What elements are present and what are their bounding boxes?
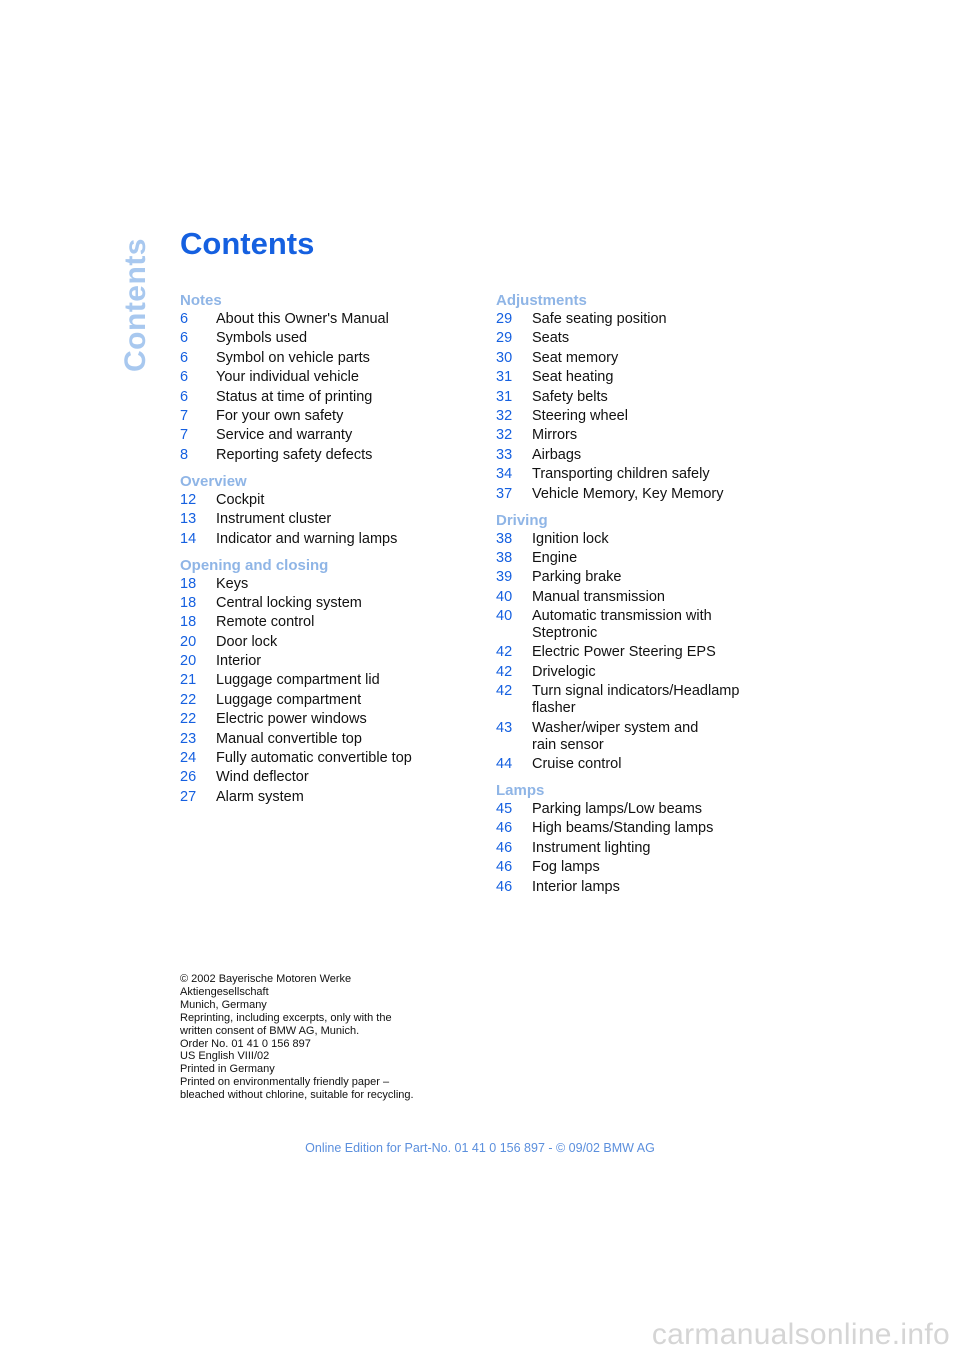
toc-entry-title: Symbols used (216, 330, 308, 347)
toc-entry-title: Ignition lock (532, 530, 609, 547)
toc-entry-title: Indicator and warning lamps (216, 530, 398, 547)
toc-entry-page: 40 (496, 588, 513, 605)
toc-entry-title: Airbags (532, 446, 582, 463)
toc-entry-title: Manual transmission (532, 588, 665, 605)
toc-entry-page: 21 (180, 672, 197, 689)
toc-entry[interactable] (496, 389, 766, 406)
toc-column-right (496, 291, 766, 904)
toc-entry[interactable] (496, 879, 766, 896)
toc-entry-page: 22 (180, 711, 197, 728)
toc-entry-page: 46 (496, 839, 513, 856)
toc-entry[interactable] (496, 801, 766, 818)
toc-entry-page: 34 (496, 466, 513, 483)
toc-entry-page: 6 (180, 349, 189, 366)
page-title: Contents (180, 226, 315, 261)
toc-section (496, 291, 766, 503)
toc-entry-title: Vehicle Memory, Key Memory (532, 485, 724, 502)
toc-entry-title: Cruise control (532, 756, 622, 773)
side-tab-label: Contents (119, 238, 152, 372)
toc-entry[interactable] (180, 731, 470, 748)
toc-entry-title: Washer/wiper system and rain sensor (532, 719, 699, 753)
toc-entry[interactable] (496, 486, 766, 503)
toc-entry-page: 26 (180, 769, 197, 786)
toc-entry[interactable] (180, 389, 470, 406)
toc-section (180, 556, 470, 806)
toc-entry-title: Luggage compartment lid (216, 672, 380, 689)
toc-entry-title: Safety belts (532, 388, 608, 405)
toc-entry-title: Safe seating position (532, 311, 667, 327)
toc-entry-title: Symbol on vehicle parts (216, 349, 370, 366)
toc-entry-page: 6 (180, 311, 189, 327)
toc-section (180, 291, 470, 464)
toc-entry[interactable] (496, 756, 766, 773)
toc-entry[interactable] (496, 550, 766, 567)
side-tab (120, 228, 152, 372)
toc-entry-page: 27 (180, 788, 197, 805)
toc-entry-title: Remote control (216, 614, 315, 631)
toc-entry-page: 20 (180, 633, 197, 650)
toc-entry-title: Fully automatic convertible top (216, 750, 412, 767)
toc-entry-title: Status at time of printing (216, 388, 373, 405)
toc-entry[interactable] (496, 820, 766, 837)
toc-entry[interactable] (496, 683, 766, 717)
toc-entry-page: 20 (180, 653, 197, 670)
toc-entry-page: 31 (496, 369, 513, 386)
imprint (180, 973, 480, 1102)
toc-entry-page: 42 (496, 683, 513, 700)
toc-entry-page: 30 (496, 349, 513, 366)
section-heading: Adjustments (496, 292, 587, 309)
toc-entry[interactable] (180, 789, 470, 806)
watermark: carmanualsonline.info (651, 1318, 950, 1351)
toc-entry-page: 22 (180, 691, 197, 708)
toc-entry[interactable] (180, 672, 470, 689)
toc-entry[interactable] (180, 750, 470, 767)
toc-entry-title: Alarm system (216, 788, 304, 805)
toc-entry-title: Seat heating (532, 369, 614, 386)
toc-entry-title: Luggage compartment (216, 691, 362, 708)
toc-entry-title: Seats (532, 330, 570, 347)
toc-entry[interactable] (496, 608, 766, 642)
toc-entry[interactable] (496, 531, 766, 548)
toc-entry-page: 38 (496, 549, 513, 566)
imprint-line: bleached without chlorine, suitable for recycling. (180, 1089, 414, 1102)
toc-entry-title: Wind deflector (216, 769, 309, 786)
toc-entry-title: Your individual vehicle (216, 369, 359, 386)
imprint-line: Order No. 01 41 0 156 897 (180, 1037, 311, 1050)
toc-entry-page: 13 (180, 511, 197, 528)
toc-entry-page: 39 (496, 569, 513, 586)
section-heading: Lamps (496, 782, 545, 800)
imprint-line: Munich, Germany (180, 998, 267, 1011)
toc-entry-page: 18 (180, 614, 197, 631)
toc-entry-page: 29 (496, 311, 513, 327)
section-heading: Overview (180, 472, 247, 490)
imprint-line: Aktiengesellschaft (180, 985, 269, 998)
imprint-line: Printed on environmentally friendly paper – (180, 1076, 390, 1089)
toc-entry-page: 12 (180, 491, 197, 508)
toc-entry[interactable] (496, 447, 766, 464)
imprint-line: Printed in Germany (180, 1063, 275, 1076)
toc-entry[interactable] (496, 408, 766, 425)
toc-entry-title: Keys (216, 575, 249, 592)
toc-entry-page: 38 (496, 530, 513, 547)
toc-entry-page: 43 (496, 719, 513, 736)
toc-entry[interactable] (180, 427, 470, 444)
toc-entry[interactable] (496, 311, 766, 328)
imprint-line: © 2002 Bayerische Motoren Werke (180, 973, 352, 985)
toc-entry-page: 44 (496, 756, 513, 773)
toc-entry[interactable] (180, 692, 470, 709)
toc-entry[interactable] (496, 350, 766, 367)
toc-entry[interactable] (180, 576, 470, 593)
toc-entry[interactable] (496, 644, 766, 661)
toc-entry[interactable] (180, 614, 470, 631)
toc-entry-page: 32 (496, 427, 513, 444)
toc-entry-page: 6 (180, 330, 189, 347)
toc-entry-title: Instrument cluster (216, 511, 332, 528)
toc-entry[interactable] (180, 634, 470, 651)
toc-entry-title: Interior lamps (532, 878, 620, 895)
toc-entry-page: 18 (180, 594, 197, 611)
toc-entry-title: Instrument lighting (532, 839, 651, 856)
toc-entry-page: 40 (496, 608, 513, 625)
toc-entry[interactable] (180, 350, 470, 367)
toc-entry-title: Parking lamps/Low beams (532, 801, 703, 818)
toc-entry-title: Central locking system (216, 594, 362, 611)
toc-entry[interactable] (180, 653, 470, 670)
toc-entry-title: Drivelogic (532, 663, 596, 680)
toc-entry[interactable] (180, 311, 470, 328)
toc-entry[interactable] (180, 447, 470, 464)
toc-entry-page: 7 (180, 427, 189, 444)
toc-entry-title: Mirrors (532, 427, 578, 444)
toc-entry-title: Reporting safety defects (216, 446, 373, 463)
toc-entry[interactable] (496, 466, 766, 483)
footer-edition-note: Online Edition for Part-No. 01 41 0 156 897 - © 09/02 BMW AG (305, 1141, 655, 1155)
toc-entry-title: Automatic transmission with Steptronic (532, 608, 712, 642)
toc-entry-title: Manual convertible top (216, 730, 362, 747)
toc-entry-page: 46 (496, 859, 513, 876)
toc-entry-title: Engine (532, 549, 578, 566)
toc-entry[interactable] (180, 595, 470, 612)
toc-entry-page: 24 (180, 750, 197, 767)
toc-entry-page: 42 (496, 663, 513, 680)
toc-entry-page: 37 (496, 485, 513, 502)
toc-section (180, 472, 470, 548)
toc-entry-page: 14 (180, 530, 197, 547)
toc-entry-page: 6 (180, 388, 189, 405)
toc-entry-page: 7 (180, 407, 189, 424)
toc-entry-page: 32 (496, 407, 513, 424)
toc-entry[interactable] (180, 330, 470, 347)
imprint-line: written consent of BMW AG, Munich. (180, 1024, 360, 1037)
toc-entry-page: 33 (496, 446, 513, 463)
toc-entry-title: Interior (216, 653, 262, 670)
toc-entry[interactable] (180, 769, 470, 786)
toc-entry[interactable] (496, 720, 766, 754)
toc-entry-title: Electric Power Steering EPS (532, 644, 716, 661)
toc-entry-page: 23 (180, 730, 197, 747)
toc-entry[interactable] (496, 369, 766, 386)
toc-entry-title: Parking brake (532, 569, 622, 586)
section-heading: Notes (180, 292, 222, 309)
toc-entry-page: 6 (180, 369, 189, 386)
toc-entry-title: Turn signal indicators/Headlamp flasher (532, 683, 740, 717)
toc-entry-page: 18 (180, 575, 197, 592)
toc-entry-title: Fog lamps (532, 859, 600, 876)
toc-entry-page: 45 (496, 801, 513, 818)
toc-entry-page: 46 (496, 820, 513, 837)
toc-entry[interactable] (180, 408, 470, 425)
toc-entry[interactable] (180, 492, 470, 509)
toc-entry[interactable] (496, 859, 766, 876)
imprint-line: US English VIII/02 (180, 1050, 270, 1063)
section-heading: Driving (496, 511, 548, 529)
toc-entry[interactable] (496, 664, 766, 681)
toc-entry-title: High beams/Standing lamps (532, 820, 714, 837)
toc-entry-page: 46 (496, 878, 513, 895)
toc-entry[interactable] (496, 569, 766, 586)
toc-entry[interactable] (180, 711, 470, 728)
toc-entry-title: Seat memory (532, 349, 619, 366)
toc-entry[interactable] (180, 531, 470, 548)
toc-entry-page: 29 (496, 330, 513, 347)
imprint-line: Reprinting, including excerpts, only with the (180, 1011, 392, 1024)
toc-entry[interactable] (496, 427, 766, 444)
toc-entry[interactable] (180, 369, 470, 386)
toc-entry-title: Cockpit (216, 491, 265, 508)
section-heading: Opening and closing (180, 556, 329, 574)
toc-entry-title: Transporting children safely (532, 466, 710, 483)
toc-entry-page: 8 (180, 446, 189, 463)
toc-entry-page: 42 (496, 644, 513, 661)
toc-entry-title: Service and warranty (216, 427, 353, 444)
toc-entry[interactable] (496, 330, 766, 347)
toc-section (496, 781, 766, 896)
toc-entry-title: Door lock (216, 633, 278, 650)
toc-column-left (180, 291, 470, 814)
toc-section (496, 511, 766, 774)
toc-entry[interactable] (496, 840, 766, 857)
toc-entry[interactable] (496, 589, 766, 606)
toc-entry-title: Steering wheel (532, 407, 628, 424)
toc-entry-page: 31 (496, 388, 513, 405)
toc-entry-title: Electric power windows (216, 711, 367, 728)
toc-entry-title: For your own safety (216, 407, 344, 424)
toc-entry[interactable] (180, 511, 470, 528)
toc-entry-title: About this Owner's Manual (216, 311, 389, 327)
